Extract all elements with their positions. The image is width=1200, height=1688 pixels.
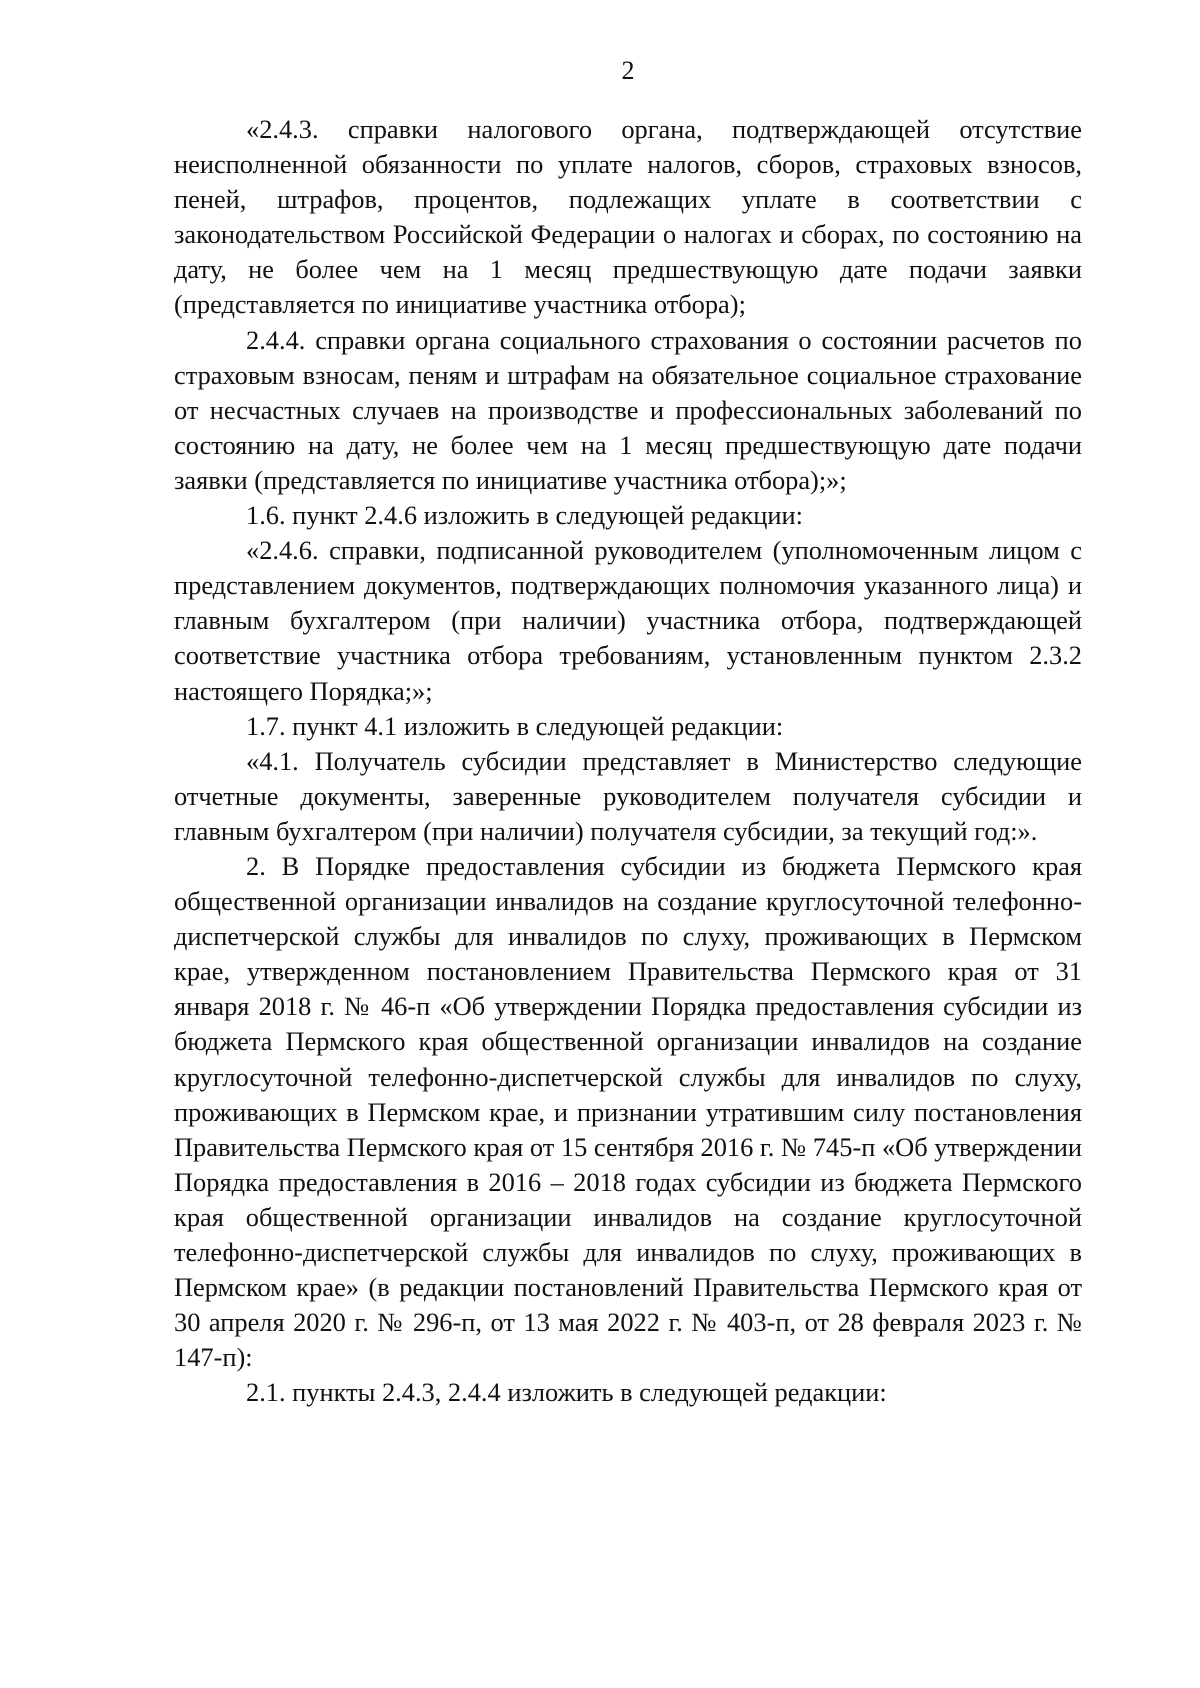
paragraph-2-4-4: 2.4.4. справки органа социального страхования о состоянии расчетов по страховым взносам, пеням и штрафам на обязательное социальное страхование от несчастных случаев на производстве и профессиональных заболеваний по состоянию на дату, не более чем на 1 месяц предшествующую дате подачи заявки (представляется по инициативе участника отбора);»;	[174, 324, 1082, 495]
paragraph-1-6: 1.6. пункт 2.4.6 изложить в следующей редакции:	[246, 500, 804, 531]
paragraph-4-1: «4.1. Получатель субсидии представляет в Министерство следующие отчетные документы, заверенные руководителем получателя субсидии и главным бухгалтером (при наличии) получателя субсидии, за текущий год:».	[174, 745, 1082, 846]
page-number: 2	[621, 56, 635, 85]
paragraph-2-4-3: «2.4.3. справки налогового органа, подтверждающей отсутствие неисполненной обязанности по уплате налогов, сборов, страховых взносов, пеней, штрафов, процентов, подлежащих уплате в соответствии с законодательством Российской Федерации о налогах и сборах, по состоянию на дату, не более чем на 1 месяц предшествующую дате подачи заявки (представляется по инициативе участника отбора);	[174, 114, 1082, 320]
paragraph-1-7: 1.7. пункт 4.1 изложить в следующей редакции:	[246, 710, 784, 741]
document-body	[174, 112, 1082, 1410]
paragraph-2-4-6: «2.4.6. справки, подписанной руководителем (уполномоченным лицом с представлением документов, подтверждающих полномочия указанного лица) и главным бухгалтером (при наличии) участника отбора, подтверждающей соответствие участника отбора требованиям, установленным пунктом 2.3.2 настоящего Порядка;»;	[174, 535, 1082, 706]
paragraph-2: 2. В Порядке предоставления субсидии из бюджета Пермского края общественной организации инвалидов на создание круглосуточной телефонно-диспетчерской службы для инвалидов по слуху, проживающих в Пермском крае, утвержденном постановлением Правительства Пермского края от 31 января 2018 г. № 46-п «Об утверждении Порядка предоставления субсидии из бюджета Пермского края общественной организации инвалидов на создание круглосуточной телефонно-диспетчерской службы для инвалидов по слуху, проживающих в Пермском крае, и признании утратившим силу постановления Правительства Пермского края от 15 сентября 2016 г. № 745-п «Об утверждении Порядка предоставления в 2016 – 2018 годах субсидии из бюджета Пермского края общественной организации инвалидов на создание круглосуточной телефонно-диспетчерской службы для инвалидов по слуху, проживающих в Пермском крае» (в редакции постановлений Правительства Пермского края от 30 апреля 2020 г. № 296-п, от 13 мая 2022 г. № 403-п, от 28 февраля 2023 г. № 147-п):	[174, 850, 1082, 1373]
paragraph-2-1: 2.1. пункты 2.4.3, 2.4.4 изложить в следующей редакции:	[246, 1377, 887, 1408]
